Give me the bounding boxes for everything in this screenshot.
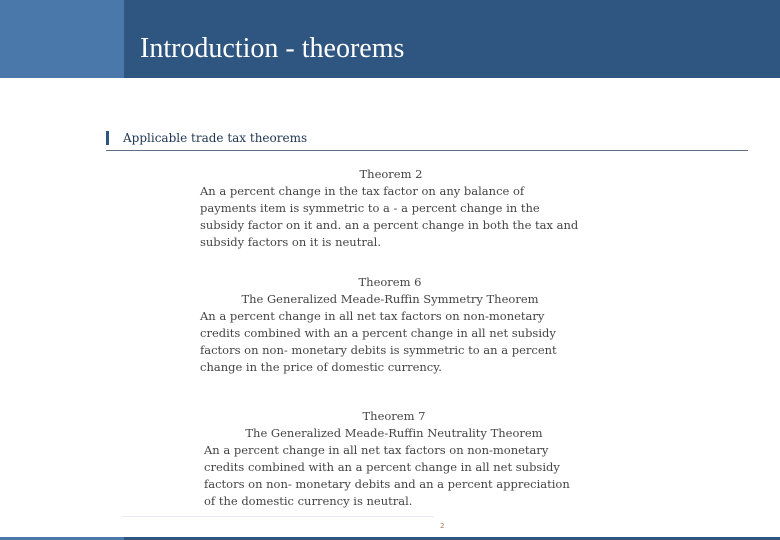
theorem-2-block — [200, 166, 582, 251]
theorem-subtitle: The Generalized Meade-Ruffin Symmetry Theorem — [241, 292, 539, 306]
theorem-body: An a percent change in the tax factor on any balance of payments item is symmetric to a - a percent change in the subsidy factor on it and. an a percent change in both the tax and subsidy factors on it is neutral. — [200, 184, 579, 249]
slide-title: Introduction - theorems — [140, 33, 405, 64]
section-marker — [106, 131, 109, 145]
section-heading: Applicable trade tax theorems — [123, 131, 308, 145]
page-number: 2 — [440, 522, 445, 530]
theorem-title: Theorem 2 — [359, 167, 423, 181]
theorem-subtitle: The Generalized Meade-Ruffin Neutrality Theorem — [245, 426, 543, 440]
theorem-title: Theorem 6 — [358, 275, 422, 289]
theorem-7-block — [204, 408, 584, 510]
theorem-body: An a percent change in all net tax factors on non-monetary credits combined with an a percent change in all net subsidy factors on non- monetary debits is symmetric to an a percent change in the price of domestic currency. — [200, 309, 557, 374]
header-accent-block — [0, 0, 124, 78]
theorem-6-block — [200, 274, 580, 376]
theorem-body: An a percent change in all net tax factors on non-monetary credits combined with an a percent change in all net subsidy factors on non- monetary debits and an a percent appreciation of the domestic currency is neutral. — [204, 443, 570, 508]
theorem-title: Theorem 7 — [362, 409, 426, 423]
footer-divider — [122, 516, 434, 517]
section-divider — [106, 150, 748, 151]
